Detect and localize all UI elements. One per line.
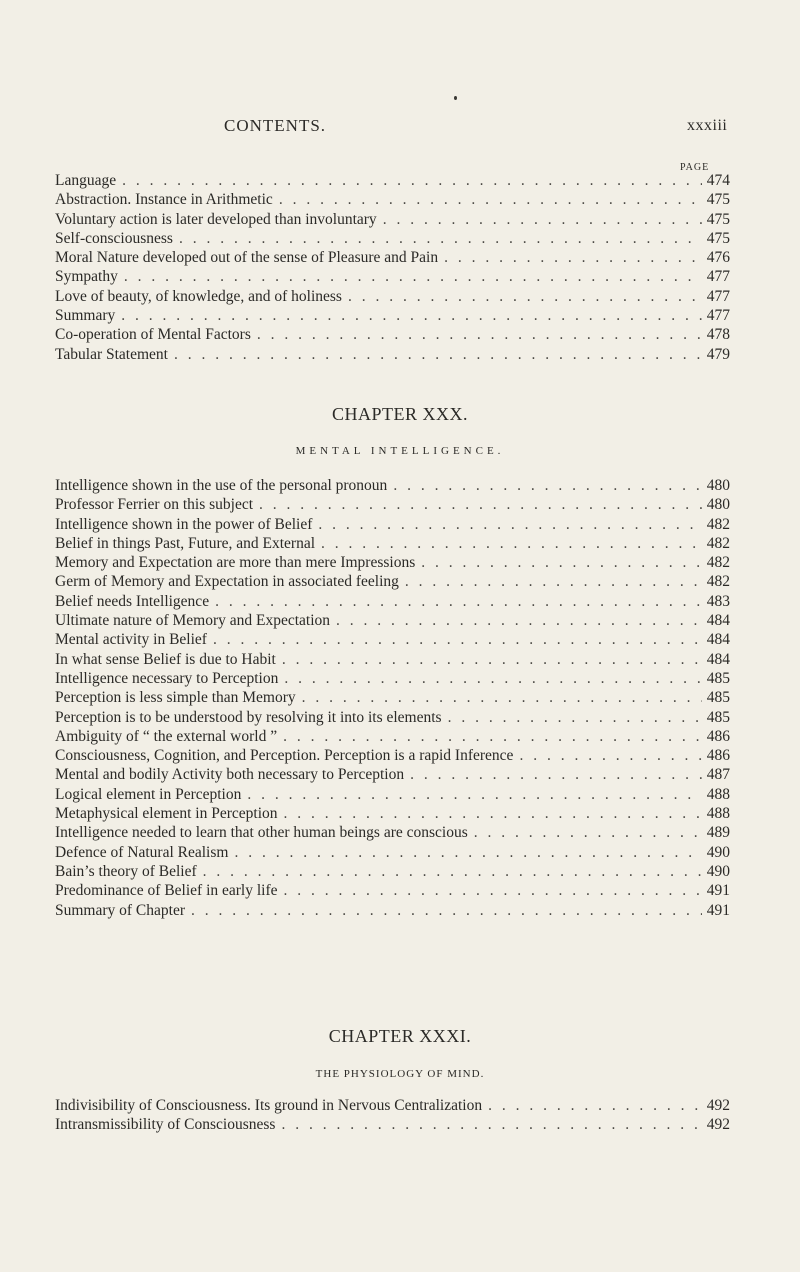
- toc-entry: [55, 288, 730, 307]
- dot-leader: [228, 844, 702, 862]
- toc-entry-page: 492: [706, 1097, 730, 1114]
- toc-entry: [55, 709, 730, 728]
- toc-entry-title: Ambiguity of “ the external world ”: [55, 727, 278, 745]
- dot-leader: [116, 172, 702, 190]
- toc-entry-page: 482: [706, 573, 730, 591]
- dot-leader: [253, 496, 702, 514]
- toc-entry-title: Perception is to be understood by resolving it into its elements: [55, 708, 442, 726]
- toc-entry-title: Perception is less simple than Memory: [55, 689, 296, 707]
- toc-entry: [55, 554, 730, 573]
- dot-leader: [277, 728, 702, 746]
- print-speck: [454, 96, 457, 100]
- toc-entry-title: In what sense Belief is due to Habit: [55, 650, 276, 668]
- dot-leader: [438, 249, 702, 267]
- dot-leader: [207, 631, 702, 649]
- dot-leader: [185, 902, 702, 920]
- toc-entry: [55, 882, 730, 901]
- toc-entry: [55, 786, 730, 805]
- toc-entry-page: 484: [706, 631, 730, 649]
- toc-entry-title: Intelligence shown in the use of the personal pronoun: [55, 477, 388, 494]
- dot-leader: [399, 573, 702, 591]
- dot-leader: [241, 786, 702, 804]
- page-number-roman: xxxiii: [687, 117, 728, 134]
- dot-leader: [278, 805, 702, 823]
- dot-leader: [209, 593, 702, 611]
- toc-entry: [55, 211, 730, 230]
- toc-entry: [55, 902, 730, 921]
- running-head: [0, 116, 800, 140]
- toc-entry: [55, 230, 730, 249]
- toc-entry-title: Belief in things Past, Future, and External: [55, 534, 316, 552]
- toc-entry-title: Summary: [55, 307, 116, 325]
- toc-entry-title: Sympathy: [55, 268, 118, 286]
- toc-entry-page: 491: [706, 901, 730, 919]
- toc-entry-title: Abstraction. Instance in Arithmetic: [55, 191, 273, 209]
- toc-entry-page: 475: [706, 210, 730, 228]
- toc-entry: [55, 307, 730, 326]
- toc-entry-title: Intelligence necessary to Perception: [55, 669, 279, 687]
- dot-leader: [315, 535, 702, 553]
- toc-entry: [55, 535, 730, 554]
- toc-entry: [55, 766, 730, 785]
- dot-leader: [377, 211, 702, 229]
- toc-entry-title: Language: [55, 172, 117, 189]
- toc-entry-page: 487: [706, 766, 730, 784]
- toc-entry: [55, 326, 730, 345]
- toc-entry: [55, 824, 730, 843]
- toc-entry: [55, 516, 730, 535]
- dot-leader: [173, 230, 702, 248]
- toc-list-intro: [55, 172, 730, 365]
- toc-entry-page: 491: [706, 882, 730, 900]
- dot-leader: [278, 882, 702, 900]
- toc-entry: [55, 1116, 730, 1135]
- toc-entry: [55, 631, 730, 650]
- toc-entry-title: Moral Nature developed out of the sense of Pleasure and Pain: [55, 249, 439, 267]
- toc-entry-title: Self-consciousness: [55, 229, 173, 247]
- toc-entry-page: 489: [706, 824, 730, 842]
- toc-entry-title: Intransmissibility of Consciousness: [55, 1116, 276, 1134]
- dot-leader: [278, 670, 702, 688]
- dot-leader: [415, 554, 702, 572]
- page-column-label: PAGE: [680, 162, 710, 173]
- toc-entry-title: Intelligence shown in the power of Belief: [55, 515, 313, 533]
- dot-leader: [312, 516, 702, 534]
- toc-entry-page: 480: [706, 477, 730, 494]
- dot-leader: [482, 1097, 702, 1115]
- toc-entry-title: Germ of Memory and Expectation in associated feeling: [55, 573, 399, 591]
- toc-entry-title: Memory and Expectation are more than mere Impressions: [55, 554, 416, 572]
- toc-entry-title: Indivisibility of Consciousness. Its ground in Nervous Centralization: [55, 1097, 483, 1114]
- toc-entry: [55, 863, 730, 882]
- dot-leader: [296, 689, 702, 707]
- toc-entry-page: 490: [706, 843, 730, 861]
- toc-entry-page: 486: [706, 727, 730, 745]
- dot-leader: [275, 1116, 702, 1134]
- toc-entry-page: 480: [706, 496, 730, 514]
- dot-leader: [276, 651, 702, 669]
- toc-entry-title: Mental and bodily Activity both necessary to Perception: [55, 766, 405, 784]
- toc-entry-page: 484: [706, 612, 730, 630]
- toc-entry-title: Metaphysical element in Perception: [55, 805, 278, 823]
- toc-entry-page: 478: [706, 326, 730, 344]
- toc-entry-page: 475: [706, 229, 730, 247]
- dot-leader: [468, 824, 702, 842]
- toc-entry-page: 477: [706, 287, 730, 305]
- toc-entry: [55, 191, 730, 210]
- toc-entry: [55, 477, 730, 496]
- toc-entry: [55, 1097, 730, 1116]
- toc-entry: [55, 747, 730, 766]
- toc-entry-page: 477: [706, 307, 730, 325]
- toc-entry-title: Tabular Statement: [55, 345, 168, 363]
- toc-entry-page: 485: [706, 689, 730, 707]
- dot-leader: [442, 709, 702, 727]
- toc-entry: [55, 172, 730, 191]
- toc-list-chapter-31: [55, 1097, 730, 1136]
- dot-leader: [197, 863, 702, 881]
- toc-entry: [55, 805, 730, 824]
- toc-entry-page: 479: [706, 345, 730, 363]
- dot-leader: [168, 346, 702, 364]
- toc-entry-title: Co-operation of Mental Factors: [55, 326, 251, 344]
- chapter-subtitle: MENTAL INTELLIGENCE.: [295, 445, 505, 457]
- toc-entry-page: 475: [706, 191, 730, 209]
- dot-leader: [513, 747, 702, 765]
- toc-entry-title: Intelligence needed to learn that other human beings are conscious: [55, 824, 468, 842]
- toc-entry: [55, 496, 730, 515]
- chapter-heading: CHAPTER XXXI.: [328, 1026, 472, 1046]
- toc-entry: [55, 573, 730, 592]
- toc-entry-title: Logical element in Perception: [55, 785, 242, 803]
- chapter-subtitle: THE PHYSIOLOGY OF MIND.: [315, 1068, 485, 1080]
- toc-entry-title: Love of beauty, of knowledge, and of holiness: [55, 287, 342, 305]
- dot-leader: [387, 477, 702, 495]
- toc-entry-page: 488: [706, 785, 730, 803]
- toc-entry: [55, 689, 730, 708]
- toc-entry: [55, 593, 730, 612]
- toc-entry: [55, 346, 730, 365]
- running-title: CONTENTS.: [224, 116, 327, 135]
- toc-entry-page: 474: [706, 172, 730, 189]
- toc-entry-page: 483: [706, 592, 730, 610]
- toc-entry-page: 485: [706, 669, 730, 687]
- toc-entry-page: 488: [706, 805, 730, 823]
- dot-leader: [273, 191, 702, 209]
- toc-entry-page: 486: [706, 747, 730, 765]
- toc-entry-title: Bain’s theory of Belief: [55, 862, 197, 880]
- dot-leader: [251, 326, 702, 344]
- toc-entry-page: 477: [706, 268, 730, 286]
- toc-entry-page: 482: [706, 534, 730, 552]
- toc-entry-title: Professor Ferrier on this subject: [55, 496, 254, 514]
- dot-leader: [330, 612, 702, 630]
- toc-entry-title: Consciousness, Cognition, and Perception. Perception is a rapid Inference: [55, 747, 514, 765]
- toc-entry-title: Defence of Natural Realism: [55, 843, 229, 861]
- dot-leader: [118, 268, 702, 286]
- toc-entry-title: Voluntary action is later developed than involuntary: [55, 210, 377, 228]
- toc-entry-title: Belief needs Intelligence: [55, 592, 210, 610]
- toc-entry-title: Mental activity in Belief: [55, 631, 207, 649]
- toc-entry-page: 482: [706, 554, 730, 572]
- toc-entry: [55, 728, 730, 747]
- toc-entry: [55, 612, 730, 631]
- toc-entry-title: Ultimate nature of Memory and Expectation: [55, 612, 331, 630]
- toc-entry: [55, 651, 730, 670]
- toc-entry-page: 485: [706, 708, 730, 726]
- toc-entry: [55, 268, 730, 287]
- toc-entry-page: 476: [706, 249, 730, 267]
- dot-leader: [404, 766, 702, 784]
- toc-entry: [55, 844, 730, 863]
- toc-entry-page: 482: [706, 515, 730, 533]
- toc-entry: [55, 670, 730, 689]
- dot-leader: [342, 288, 702, 306]
- dot-leader: [115, 307, 702, 325]
- toc-entry: [55, 249, 730, 268]
- toc-entry-page: 492: [706, 1116, 730, 1134]
- chapter-heading: CHAPTER XXX.: [331, 404, 468, 424]
- toc-entry-page: 490: [706, 862, 730, 880]
- toc-entry-title: Predominance of Belief in early life: [55, 882, 278, 900]
- toc-list-chapter-30: [55, 477, 730, 921]
- toc-entry-page: 484: [706, 650, 730, 668]
- toc-entry-title: Summary of Chapter: [55, 901, 186, 919]
